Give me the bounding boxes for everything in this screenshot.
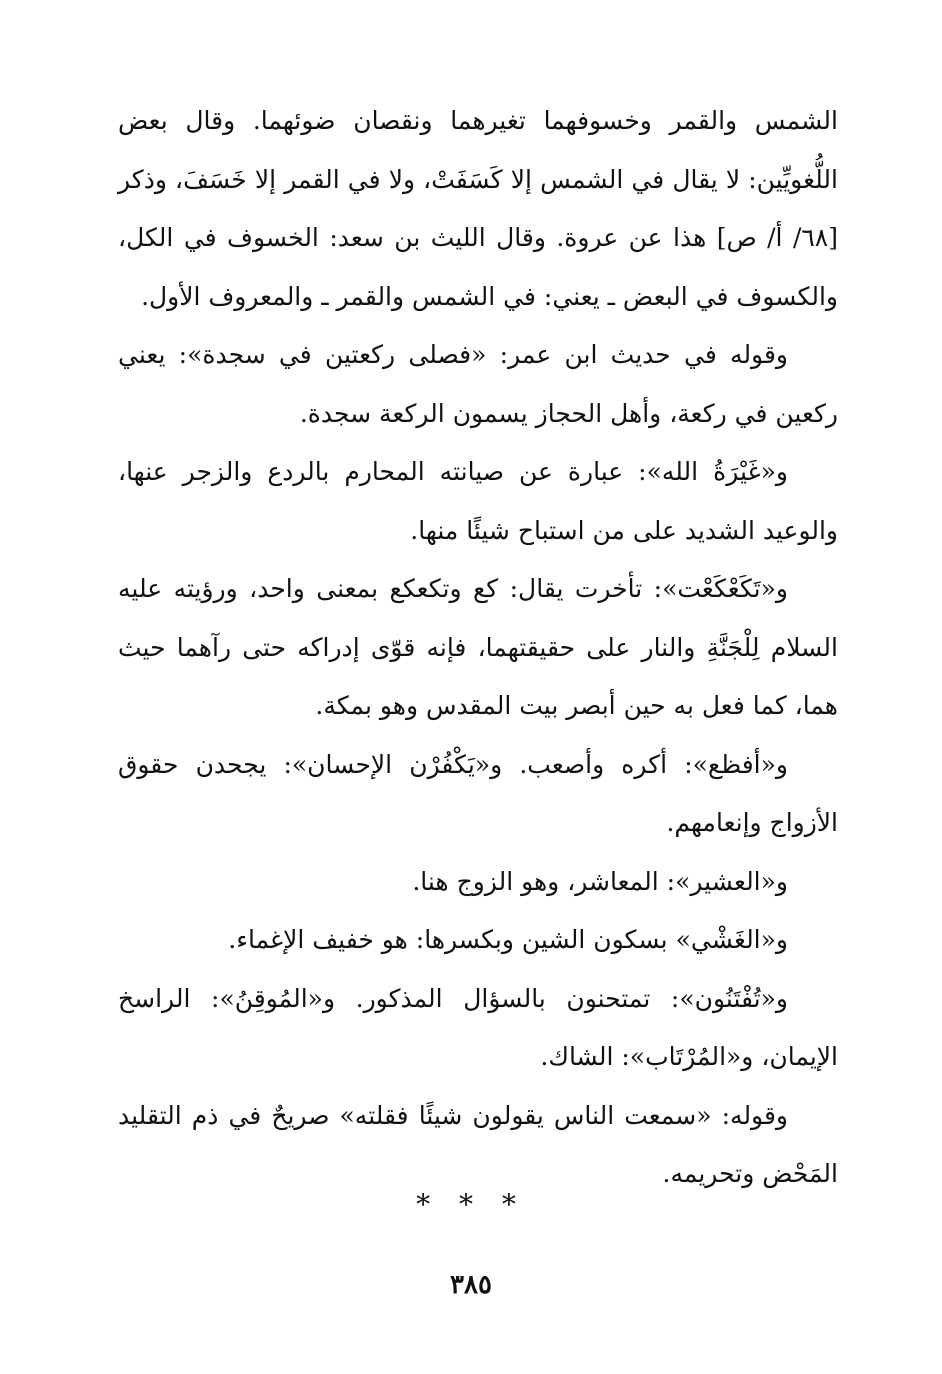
paragraph-6: و«العشير»: المعاشر، وهو الزوج هنا. [412, 866, 788, 896]
paragraph-2: وقوله في حديث ابن عمر: «فصلى ركعتين في سجدة»: يعني ركعين في ركعة، وأهل الحجاز يسمون الركعة سجدة. [118, 340, 838, 428]
section-separator: * * * [416, 1188, 526, 1221]
paragraph-9: وقوله: «سمعت الناس يقولون شيئًا فقلته» صريحٌ في ذم التقليد المَحْض وتحريمه. [118, 1100, 838, 1188]
paragraph-7: و«الغَشْي» بسكون الشين وبكسرها: هو خفيف الإغماء. [228, 925, 788, 954]
paragraph-5: و«أفظع»: أكره وأصعب. و«يَكْفُرْن الإحسان»: يجحدن حقوق الأزواج وإنعامهم. [118, 749, 838, 837]
paragraph-3: و«غَيْرَةُ الله»: عبارة عن صيانته المحارم بالردع والزجر عنها، والوعيد الشديد على من استباح شيئًا منها. [118, 457, 838, 545]
paragraph-4: و«تَكَعْكَعْت»: تأخرت يقال: كع وتكعكع بمعنى واحد، ورؤيته عليه السلام لِلْجَنَّةِ والنار على حقيقتهما، فإنه قوّى إدراكه حتى رآهما حيث هما، كما فعل به حين أبصر بيت المقدس وهو بمكة. [118, 574, 838, 720]
paragraph-1: الشمس والقمر وخسوفهما تغيرهما ونقصان ضوئهما. وقال بعض اللُّغويِّين: لا يقال في الشمس إلا كَسَفَتْ، ولا في القمر إلا خَسَفَ، وذكر [٦٨/ أ/ ص] هذا عن عروة. وقال الليث بن سعد: الخسوف في الكل، والكسوف في البعض ـ يعني: في الشمس والقمر ـ والمعروف الأول. [118, 106, 838, 311]
page-body [118, 92, 838, 1204]
page-number: ٣٨٥ [450, 1270, 492, 1300]
paragraph-8: و«تُفْتَنُون»: تمتحنون بالسؤال المذكور. و«المُوقِنُ»: الراسخ الإيمان، و«المُرْتَاب»: الشاك. [118, 983, 838, 1071]
